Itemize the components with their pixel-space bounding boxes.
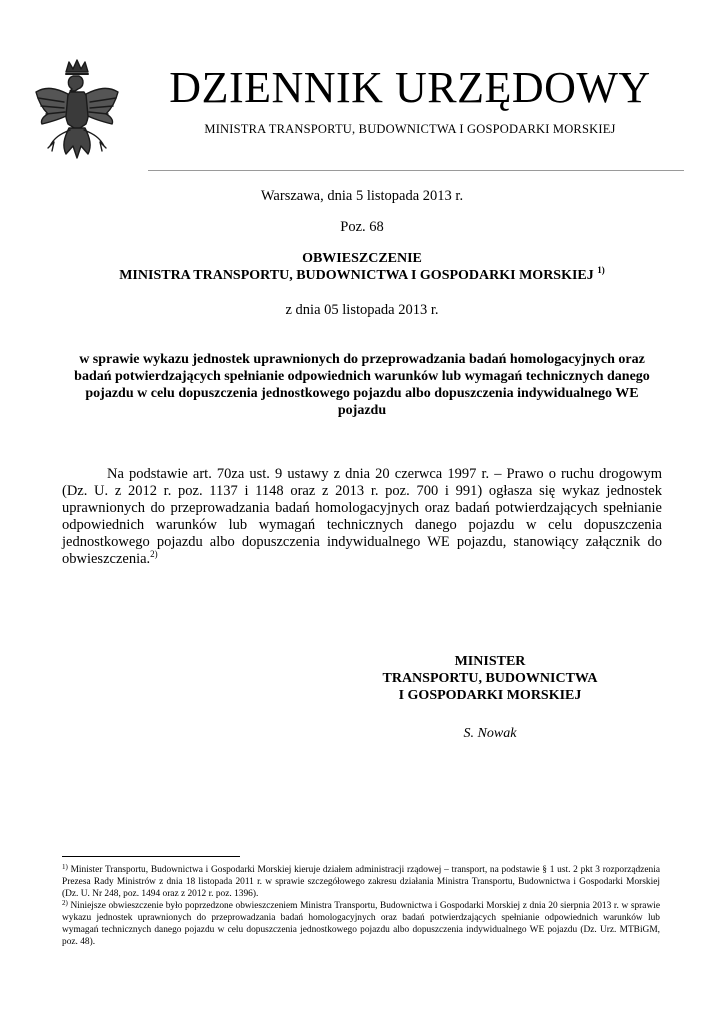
footnote-ref-2: 2) bbox=[150, 549, 158, 559]
masthead bbox=[130, 62, 690, 137]
signature-title-line-2: TRANSPORTU, BUDOWNICTWA bbox=[382, 671, 598, 686]
footnote-1 bbox=[62, 864, 660, 900]
signature-title-line-3: I GOSPODARKI MORSKIEJ bbox=[398, 688, 582, 703]
issue-date: z dnia 05 listopada 2013 r. bbox=[285, 302, 439, 318]
body-paragraph bbox=[62, 466, 662, 568]
footnote-mark: 1) bbox=[62, 863, 68, 871]
footnote-text: Minister Transportu, Budownictwa i Gospodarki Morskiej kieruje działem administracji rządowej – transport, na podstawie § 1 ust. 2 pkt 3 rozporządzenia Prezesa Rady Ministrów z dnia 18 listopada 2011 r. w sprawie szczegółowego zakresu działania Ministra Transportu, Budownictwa i Gospodarki Morskiej (Dz. U. Nr 248, poz. 1494 oraz z 2012 r. poz. 1396). bbox=[62, 865, 660, 899]
footnote-text: Niniejsze obwieszczenie było poprzedzone obwieszczeniem Ministra Transportu, Budownictwa i Gospodarki Morskiej z dnia 20 sierpnia 2013 r. w sprawie wykazu jednostek uprawnionych do przeprowadzania badań homologacyjnych oraz badań potwierdzających spełnianie odpowiednich warunków lub wymagań technicznych danego pojazdu w celu dopuszczenia jednostkowego pojazdu albo dopuszczenia indywidualnego WE pojazdu (Dz. Urz. MTBiGM, poz. 48). bbox=[62, 901, 660, 947]
signature-title-line-1: MINISTER bbox=[454, 654, 526, 669]
body-text: Na podstawie art. 70za ust. 9 ustawy z dnia 20 czerwca 1997 r. – Prawo o ruchu drogowym (Dz. U. z 2012 r. poz. 1137 i 1148 oraz z 2013 r. poz. 700 i 991) ogłasza się wykaz jednostek uprawnionych do przeprowadzania badań homologacyjnych oraz badań potwierdzających spełnianie odpowiednich warunków lub wymagań technicznych danego pojazdu w celu dopuszczenia jednostkowego pojazdu albo dopuszczenia indywidualnego WE pojazdu, stanowiący załącznik do obwieszczenia. bbox=[62, 466, 662, 567]
polish-eagle-emblem-icon bbox=[28, 58, 126, 166]
footnote-2 bbox=[62, 900, 660, 948]
document-issuer bbox=[0, 267, 724, 284]
masthead-divider bbox=[148, 170, 684, 171]
signatory-name: S. Nowak bbox=[463, 726, 517, 741]
position-number: Poz. 68 bbox=[340, 219, 384, 235]
document-type: OBWIESZCZENIE bbox=[302, 251, 422, 266]
footnotes bbox=[62, 864, 660, 948]
issuer-name: MINISTRA TRANSPORTU, BUDOWNICTWA I GOSPODARKI MORSKIEJ bbox=[119, 268, 594, 283]
signature-block bbox=[360, 653, 620, 742]
footnote-divider bbox=[62, 856, 240, 857]
journal-subtitle: MINISTRA TRANSPORTU, BUDOWNICTWA I GOSPODARKI MORSKIEJ bbox=[204, 122, 616, 136]
footnote-ref-1: 1) bbox=[597, 265, 605, 275]
journal-title: DZIENNIK URZĘDOWY bbox=[169, 63, 651, 112]
document-heading bbox=[0, 250, 724, 284]
footnote-mark: 2) bbox=[62, 899, 68, 907]
document-subject: w sprawie wykazu jednostek uprawnionych do przeprowadzania badań homologacyjnych oraz badań potwierdzających spełnianie odpowiednich warunków lub wymagań technicznych danego pojazdu w celu dopuszczenia jednostkowego pojazdu albo dopuszczenia indywidualnego WE pojazdu bbox=[74, 352, 650, 418]
publication-date: Warszawa, dnia 5 listopada 2013 r. bbox=[260, 188, 464, 204]
